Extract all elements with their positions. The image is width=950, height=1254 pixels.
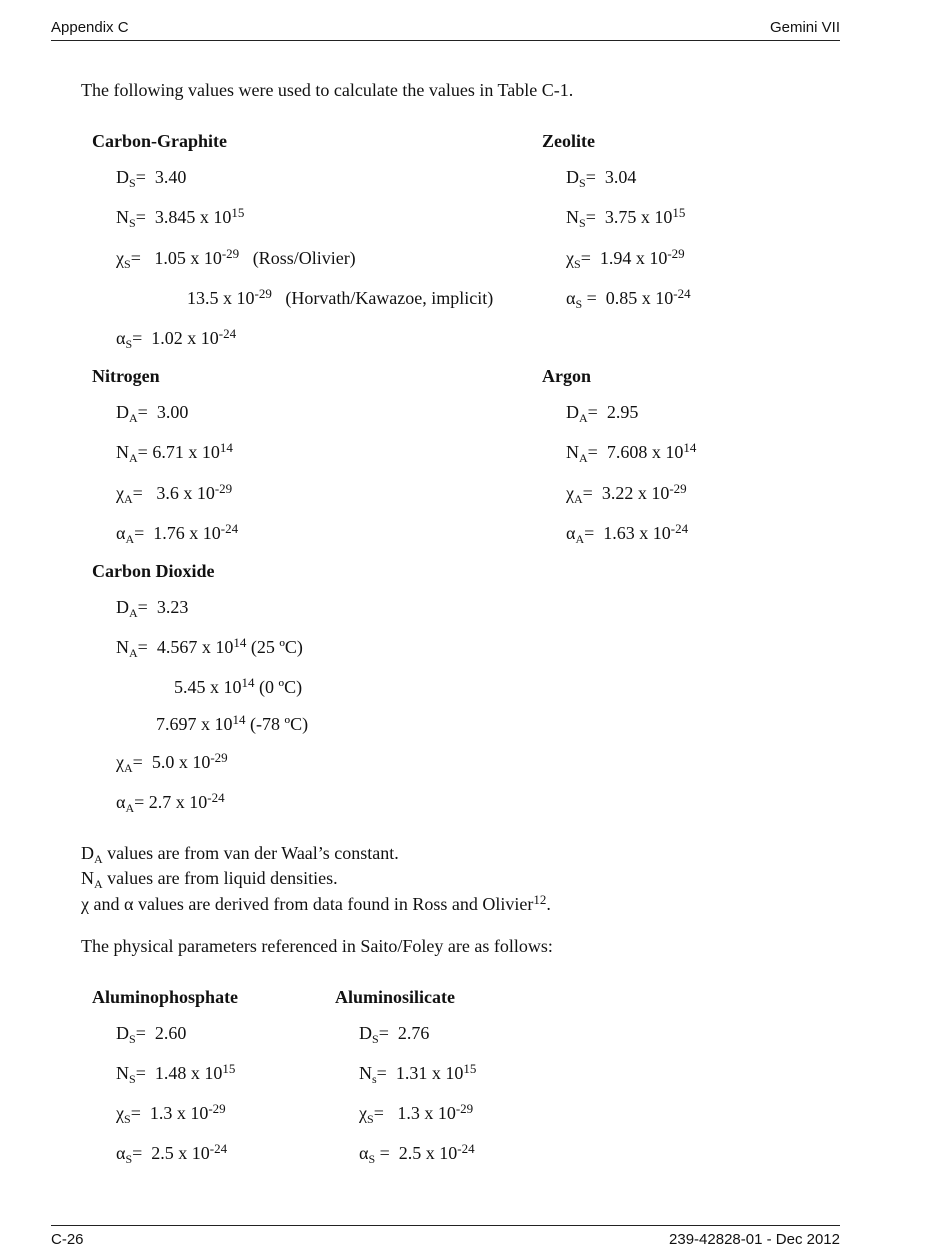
zeolite-chi: $\chi_S= 1.94$ x $10^{-29}$ <box>566 246 685 271</box>
note-n-values: $N_A$ values are from liquid densities. <box>81 868 338 891</box>
note-d-values: $D_A$ values are from van der Waal’s constant. <box>81 843 399 866</box>
nitrogen-n: $N_A= 6.71$ x $10^{14}$ <box>116 440 233 465</box>
zeolite-heading: Zeolite <box>542 131 595 151</box>
aluminophosphate-heading: Aluminophosphate <box>92 987 239 1007</box>
header-section: Appendix C <box>51 19 129 36</box>
argon-alpha: $\alpha_A= 1.63$ x $10^{-24}$ <box>566 521 689 546</box>
nitrogen-heading: Nitrogen <box>92 366 160 386</box>
argon-n: $N_A= 7.608$ x $10^{14}$ <box>566 440 697 465</box>
carbon-dioxide-heading: Carbon Dioxide <box>92 561 215 581</box>
nitrogen-d: $D_A= 3.00$ <box>116 402 189 425</box>
carbon-graphite-chi1: $\chi_S= 1.05$ x $10^{-29}$ (Ross/Olivier) <box>116 246 356 271</box>
document-id: 239-42828-01 - Dec 2012 <box>669 1231 840 1248</box>
page-number: C-26 <box>51 1231 84 1248</box>
argon-chi: $\chi_A= 3.22$ x $10^{-29}$ <box>566 481 687 506</box>
aluminosilicate-alpha: $\alpha_S = 2.5$ x $10^{-24}$ <box>359 1141 475 1166</box>
carbon-graphite-n: $N_S= 3.845$ x $10^{15}$ <box>116 205 245 230</box>
argon-d: $D_A= 2.95$ <box>566 402 639 425</box>
aluminophosphate-d: $D_S= 2.60$ <box>116 1023 187 1046</box>
carbon-graphite-d: $D_S= 3.40$ <box>116 167 187 190</box>
page-footer <box>51 1225 840 1252</box>
carbon-dioxide-n2: 5.45 x $10^{14}$ (0 ºC) <box>174 675 303 697</box>
carbon-dioxide-chi: $\chi_A= 5.0$ x $10^{-29}$ <box>116 750 228 775</box>
carbon-dioxide-alpha: $\alpha_A= 2.7$ x $10^{-24}$ <box>116 790 225 815</box>
zeolite-n: $N_S= 3.75$ x $10^{15}$ <box>566 205 686 230</box>
carbon-graphite-chi2: 13.5 x $10^{-29}$ (Horvath/Kawazoe, implicit) <box>187 286 494 308</box>
carbon-dioxide-n1: $N_A= 4.567$ x $10^{14}$ (25 ºC) <box>116 635 303 660</box>
carbon-dioxide-d: $D_A= 3.23$ <box>116 597 189 620</box>
aluminosilicate-chi: $\chi_S= 1.3$ x $10^{-29}$ <box>359 1101 474 1126</box>
saito-foley-intro: The physical parameters referenced in Saito/Foley are as follows: <box>81 936 553 956</box>
page-header <box>51 16 840 41</box>
carbon-graphite-heading: Carbon-Graphite <box>92 131 227 151</box>
nitrogen-alpha: $\alpha_A= 1.76$ x $10^{-24}$ <box>116 521 239 546</box>
zeolite-d: $D_S= 3.04$ <box>566 167 637 190</box>
aluminophosphate-chi: $\chi_S= 1.3$ x $10^{-29}$ <box>116 1101 226 1126</box>
aluminosilicate-n: $N_s= 1.31$ x $10^{15}$ <box>359 1061 477 1086</box>
aluminosilicate-d: $D_S= 2.76$ <box>359 1023 430 1046</box>
aluminophosphate-n: $N_S= 1.48$ x $10^{15}$ <box>116 1061 236 1086</box>
carbon-dioxide-n3: 7.697 x $10^{14}$ (-78 ºC) <box>156 712 309 734</box>
carbon-graphite-alpha: $\alpha_S= 1.02$ x $10^{-24}$ <box>116 326 237 351</box>
argon-heading: Argon <box>542 366 591 386</box>
zeolite-alpha: $\alpha_S = 0.85$ x $10^{-24}$ <box>566 286 691 311</box>
note-chi-alpha-values: χ and α values are derived from data found in Ross and Olivier$^{12}$. <box>81 892 551 914</box>
aluminophosphate-alpha: $\alpha_S= 2.5$ x $10^{-24}$ <box>116 1141 228 1166</box>
header-product: Gemini VII <box>769 19 840 36</box>
nitrogen-chi: $\chi_A= 3.6$ x $10^{-29}$ <box>116 481 233 506</box>
intro-text: The following values were used to calculate the values in Table C-1. <box>81 80 574 100</box>
aluminosilicate-heading: Aluminosilicate <box>335 987 455 1007</box>
